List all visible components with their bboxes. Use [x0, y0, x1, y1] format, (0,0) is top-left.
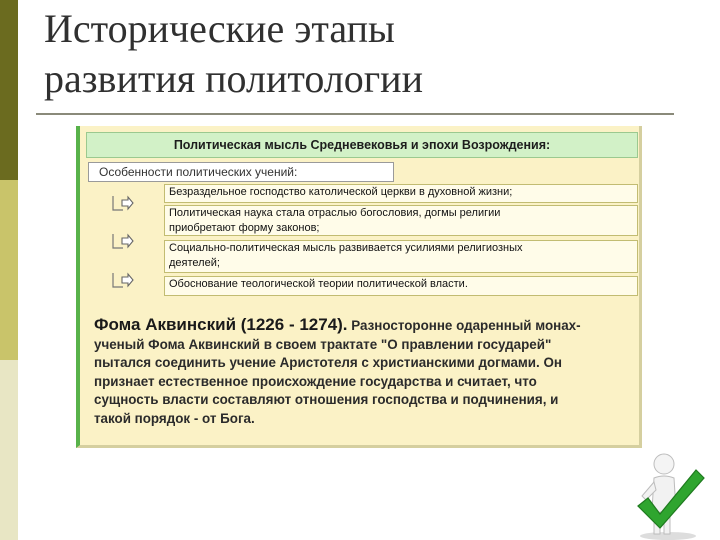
features-subheader: Особенности политических учений: — [88, 162, 394, 182]
biography-text: сущность власти составляют отношения господства и подчинения, и — [94, 392, 559, 407]
arrow-right-icon — [110, 230, 136, 252]
slide-title-line1: Исторические этапы — [44, 6, 395, 51]
biography-text: ученый Фома Аквинский в своем трактате "О правлении государей" — [94, 336, 552, 352]
sidebar-stripe-bottom — [0, 360, 18, 540]
feature-item — [164, 240, 638, 273]
thomas-aquinas-biography — [94, 316, 634, 428]
biography-text: пытался соединить учение Аристотеля с христианскими догмами. Он — [94, 355, 562, 370]
feature-item-text: Социально-политическая мысль развивается усилиями религиозных — [169, 242, 523, 254]
slide-title-line2: развития политологии — [44, 56, 423, 101]
person-with-checkmark-icon — [630, 450, 706, 540]
feature-item-text: Политическая наука стала отраслью богословия, догмы религии — [169, 207, 501, 219]
arrow-right-icon — [110, 269, 136, 291]
feature-item-text: Безраздельное господство католической церкви в духовной жизни; — [169, 186, 513, 198]
content-panel — [76, 126, 642, 448]
feature-item — [164, 276, 638, 296]
title-divider — [36, 113, 674, 115]
biography-text: признает естественное происхождение государства и считает, что — [94, 373, 537, 389]
panel-header: Политическая мысль Средневековья и эпохи Возрождения: — [86, 132, 638, 158]
sidebar-stripe-middle — [0, 180, 18, 360]
biography-text: такой порядок - от Бога. — [94, 410, 255, 426]
biography-name: Фома Аквинский (1226 - 1274). — [94, 315, 348, 334]
feature-item — [164, 184, 638, 203]
slide-title — [44, 4, 423, 104]
sidebar-stripe-top — [0, 0, 18, 180]
feature-item-text: деятелей; — [169, 257, 220, 269]
feature-item — [164, 205, 638, 236]
feature-item-text: Обоснование теологической теории политической власти. — [169, 278, 468, 290]
arrow-right-icon — [110, 192, 136, 214]
feature-item-text: приобретают форму законов; — [169, 222, 320, 234]
biography-text: Разносторонне одаренный монах- — [351, 318, 581, 333]
